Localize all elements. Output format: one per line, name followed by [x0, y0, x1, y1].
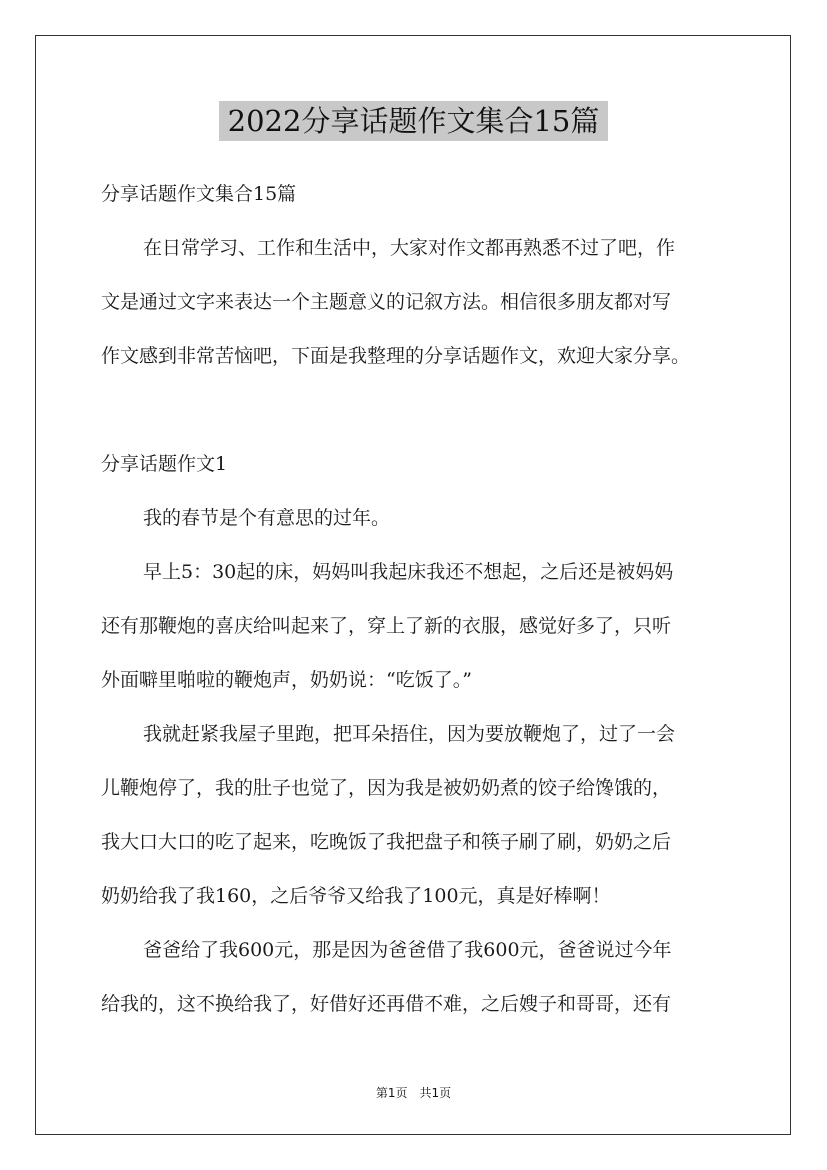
paragraph-line: 我大口大口的吃了起来，吃晚饭了我把盘子和筷子刷了刷，奶奶之后	[101, 831, 672, 853]
paragraph-line: 爸爸给了我600元，那是因为爸爸借了我600元，爸爸说过今年	[143, 939, 672, 961]
paragraph-line: 外面噼里啪啦的鞭炮声，奶奶说：“吃饭了。”	[101, 669, 472, 691]
paragraph-line: 文是通过文字来表达一个主题意义的记叙方法。相信很多朋友都对写	[101, 291, 672, 313]
paragraph-line: 我就赶紧我屋子里跑，把耳朵捂住，因为要放鞭炮了，过了一会	[143, 723, 676, 745]
section-heading: 分享话题作文1	[101, 453, 228, 475]
subtitle: 分享话题作文集合15篇	[101, 183, 297, 205]
page-total: 共1页	[419, 1086, 452, 1100]
page-footer	[0, 1085, 827, 1101]
paragraph-line: 作文感到非常苦恼吧，下面是我整理的分享话题作文，欢迎大家分享。	[101, 345, 691, 367]
paragraph-line: 在日常学习、工作和生活中，大家对作文都再熟悉不过了吧，作	[143, 237, 676, 259]
paragraph-line: 早上5：30起的床，妈妈叫我起床我还不想起，之后还是被妈妈	[143, 561, 674, 583]
page-number: 第1页	[375, 1086, 408, 1100]
document-title: 2022分享话题作文集合15篇	[219, 101, 608, 141]
paragraph-line: 还有那鞭炮的喜庆给叫起来了，穿上了新的衣服，感觉好多了，只听	[101, 615, 672, 637]
paragraph-line: 给我的，这不换给我了，好借好还再借不难，之后嫂子和哥哥，还有	[101, 993, 672, 1015]
paragraph-line: 奶奶给我了我160，之后爷爷又给我了100元，真是好棒啊！	[101, 885, 611, 907]
paragraph-line: 儿鞭炮停了，我的肚子也觉了，因为我是被奶奶煮的饺子给馋饿的，	[101, 777, 672, 799]
paragraph-line: 我的春节是个有意思的过年。	[143, 507, 391, 529]
